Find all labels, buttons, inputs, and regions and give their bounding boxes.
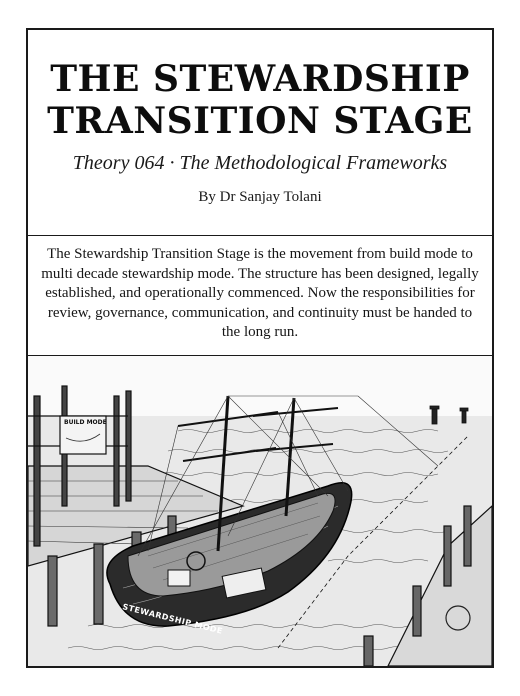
title-line-1: THE STEWARDSHIP [50, 58, 470, 100]
subtitle: Theory 064 · The Methodological Frameworks [72, 152, 448, 174]
title-line-2: TRANSITION STAGE [47, 100, 473, 142]
illustration [28, 356, 492, 666]
build-mode-sign: BUILD MODE [64, 419, 107, 426]
document-frame [26, 28, 494, 668]
summary-text: The Stewardship Transition Stage is the movement from build mode to multi decade stewardship mode. The structure has been designed, legally established, and operationally commenced. Now the responsibilities for review, governance, communication, and continuity must be handed to the long run. [28, 236, 492, 356]
author-line: By Dr Sanjay Tolani [198, 189, 322, 205]
hull-label: STEWARDSHIP MODE [121, 602, 224, 636]
ship-illustration [28, 356, 492, 666]
page-title [28, 30, 492, 142]
title-block [28, 30, 492, 236]
